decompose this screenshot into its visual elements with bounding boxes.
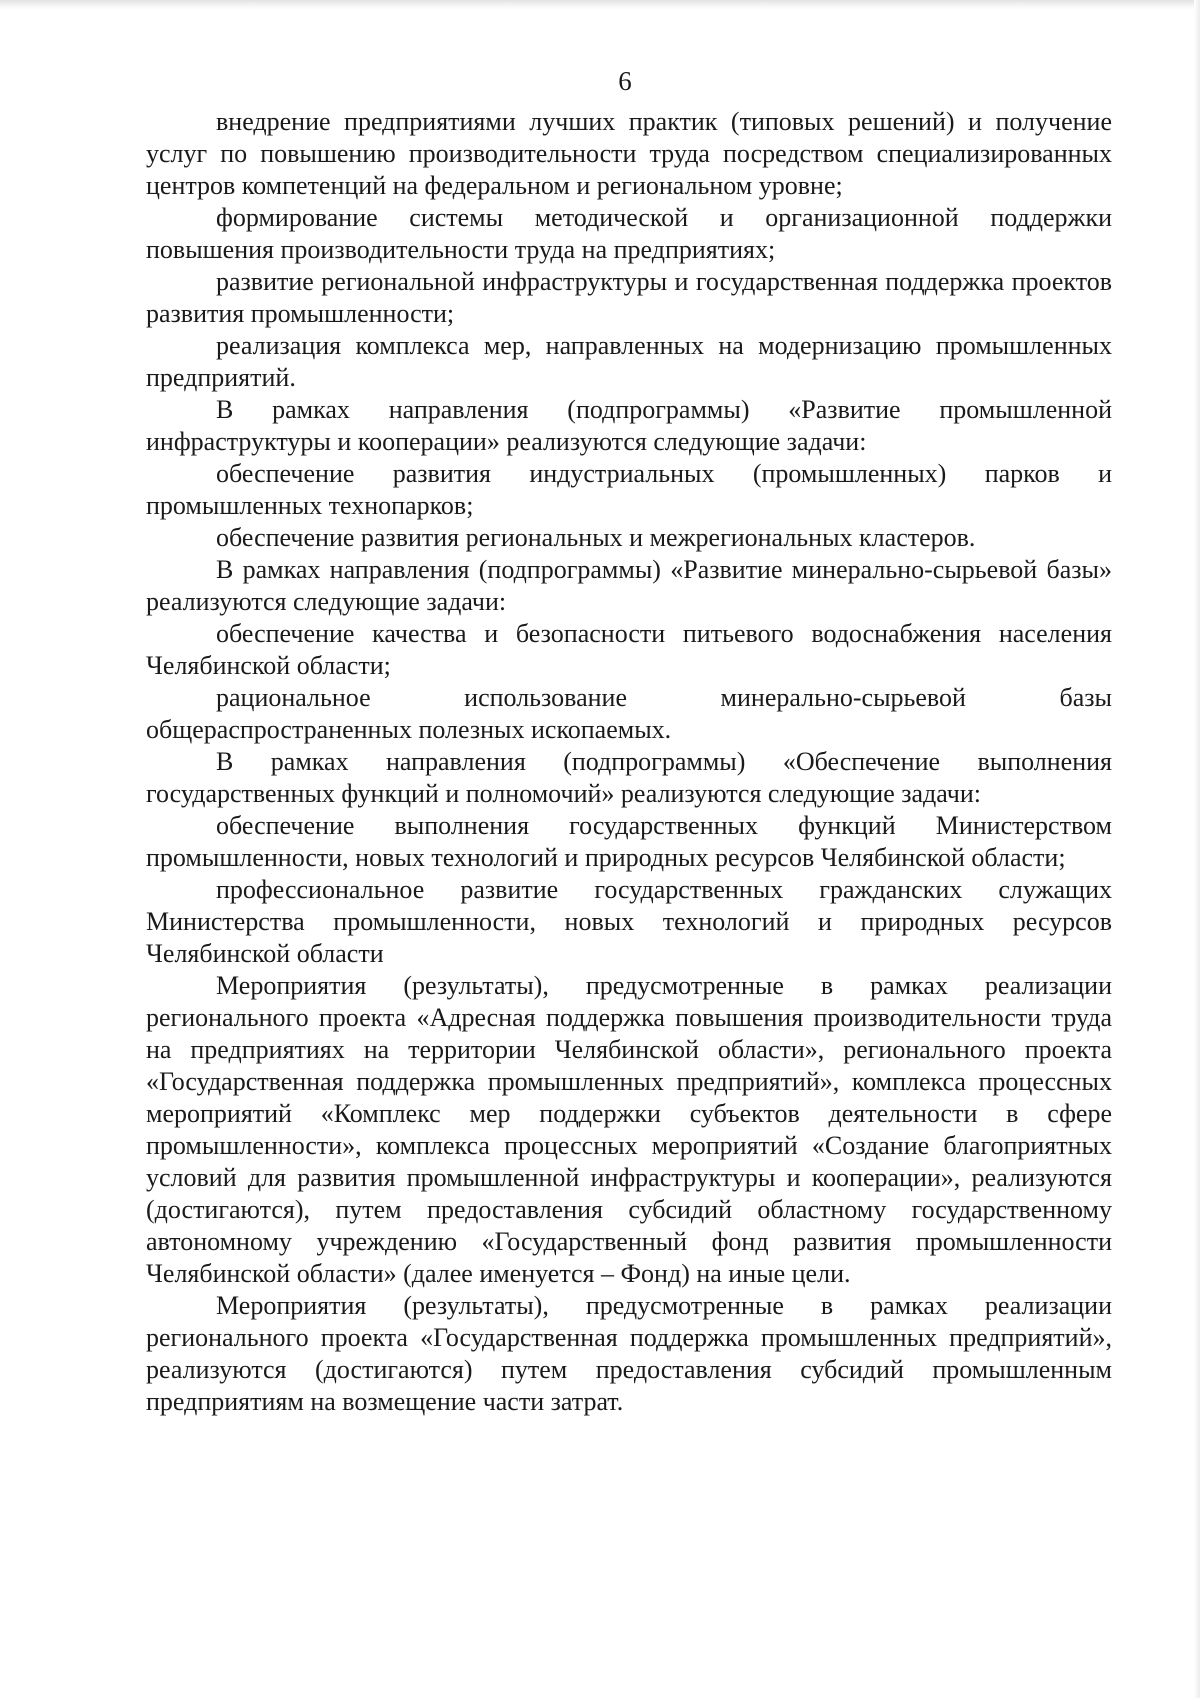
paragraph-practices: внедрение предприятиями лучших практик (типовых решений) и получение услуг по повышению производительности труда посредством специализированных центров компетенций на федеральном и региональном уровне; (146, 107, 1112, 200)
paragraph-industrial-parks: обеспечение развития индустриальных (промышленных) парков и промышленных технопарков; (146, 459, 1112, 520)
paragraph-mineral-use: рациональное использование минерально-сырьевой базы общераспространенных полезных ископаемых. (146, 683, 1112, 744)
paragraph-regional-infrastructure: развитие региональной инфраструктуры и государственная поддержка проектов развития промышленности; (146, 267, 1112, 328)
paragraph-modernization: реализация комплекса мер, направленных на модернизацию промышленных предприятий. (146, 331, 1112, 392)
page-number: 6 (618, 66, 632, 96)
paragraph-subprogram-functions: В рамках направления (подпрограммы) «Обеспечение выполнения государственных функций и полномочий» реализуются следующие задачи: (146, 747, 1112, 808)
paragraph-professional-development: профессиональное развитие государственных гражданских служащих Министерства промышленности, новых технологий и природных ресурсов Челябинской области (146, 875, 1112, 968)
paragraph-subprogram-infrastructure: В рамках направления (подпрограммы) «Развитие промышленной инфраструктуры и кооперации» реализуются следующие задачи: (146, 395, 1112, 456)
paragraph-subprogram-mineral: В рамках направления (подпрограммы) «Развитие минерально-сырьевой базы» реализуются следующие задачи: (146, 555, 1112, 616)
paragraph-methodical-support: формирование системы методической и организационной поддержки повышения производительности труда на предприятиях; (146, 203, 1112, 264)
scan-edge-top (0, 0, 1200, 10)
document-body (146, 106, 1112, 1418)
paragraph-ministry-functions: обеспечение выполнения государственных функций Министерством промышленности, новых технологий и природных ресурсов Челябинской области; (146, 811, 1112, 872)
paragraph-clusters: обеспечение развития региональных и межрегиональных кластеров. (216, 523, 976, 552)
paragraph-fund-subsidies: Мероприятия (результаты), предусмотренные в рамках реализации регионального проекта «Адресная поддержка повышения производительности труда на предприятиях на территории Челябинской области», регионального проекта «Государственная поддержка промышленных предприятий», комплекса процессных мероприятий «Комплекс мер поддержки субъектов деятельности в сфере промышленности», комплекса процессных мероприятий «Создание благоприятных условий для развития промышленной инфраструктуры и кооперации», реализуются (достигаются), путем предоставления субсидий областному государственному автономному учреждению «Государственный фонд развития промышленности Челябинской области» (далее именуется – Фонд) на иные цели. (146, 971, 1112, 1288)
paragraph-water-supply: обеспечение качества и безопасности питьевого водоснабжения населения Челябинской области; (146, 619, 1112, 680)
scan-edge-right (1194, 0, 1200, 1698)
paragraph-enterprise-subsidies: Мероприятия (результаты), предусмотренные в рамках реализации регионального проекта «Государственная поддержка промышленных предприятий», реализуются (достигаются) путем предоставления субсидий промышленным предприятиям на возмещение части затрат. (146, 1291, 1112, 1416)
